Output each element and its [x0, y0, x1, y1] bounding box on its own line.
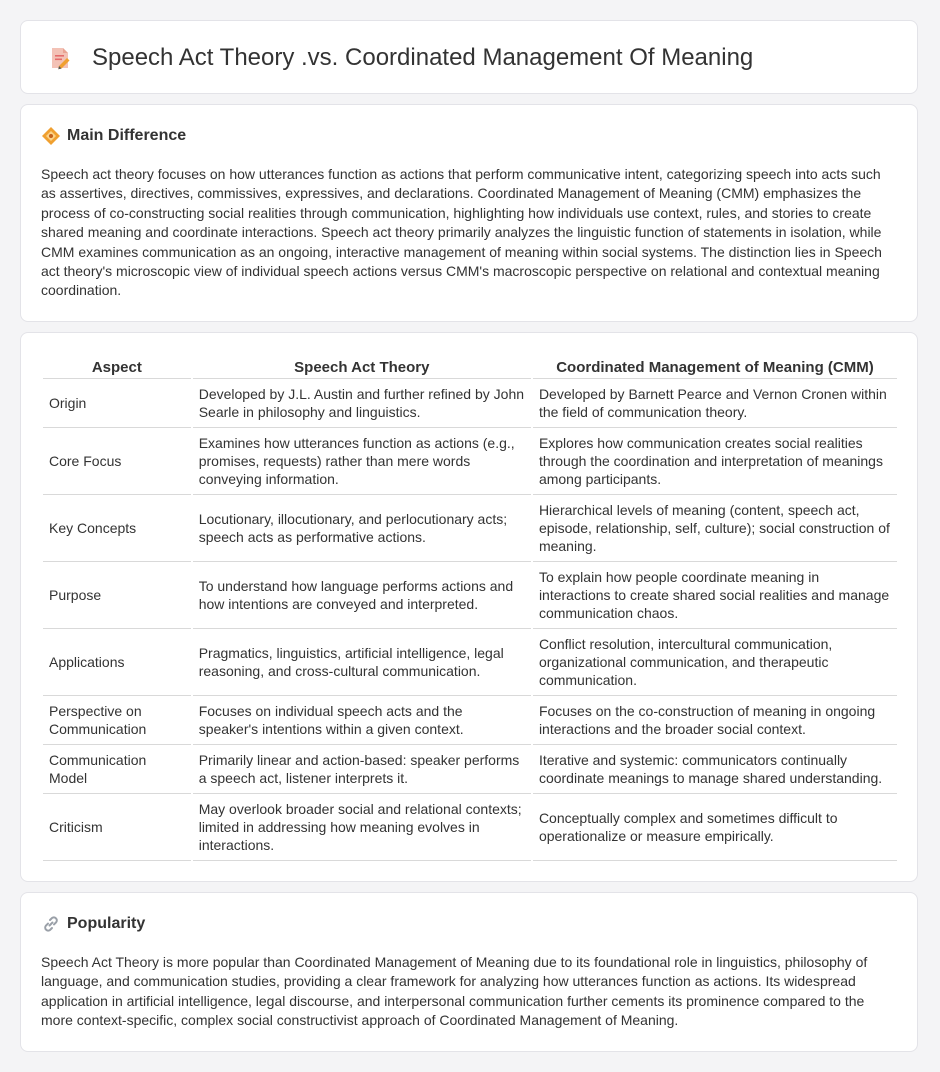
comparison-section	[20, 332, 918, 882]
cmm-cell: Developed by Barnett Pearce and Vernon Cronen within the field of communication theory.	[533, 379, 897, 428]
table-row	[43, 629, 897, 696]
table-row	[43, 696, 897, 745]
main-difference-section	[20, 104, 918, 322]
aspect-cell: Key Concepts	[43, 495, 191, 562]
table-row	[43, 745, 897, 794]
document-edit-icon	[47, 45, 73, 71]
comparison-table	[41, 352, 899, 861]
aspect-cell: Applications	[43, 629, 191, 696]
speech-act-cell: To understand how language performs actions and how intentions are conveyed and interpreted.	[193, 562, 531, 629]
table-row	[43, 794, 897, 861]
header-speech-act-theory: Speech Act Theory	[193, 352, 531, 379]
popularity-text: Speech Act Theory is more popular than Coordinated Management of Meaning due to its foundational role in linguistics, philosophy of language, and communication studies, providing a clear framework for analyzing how utterances function as actions. Its widespread application in artificial intelligence, legal discourse, and interpersonal communication further cements its prominence compared to the more context-specific, complex social constructivist approach of Coordinated Management of Meaning.	[41, 954, 868, 1029]
cmm-cell: Explores how communication creates social realities through the coordination and interpretation of meanings among participants.	[533, 428, 897, 495]
link-icon	[41, 914, 61, 934]
cmm-cell: To explain how people coordinate meaning in interactions to create shared social realities and manage communication chaos.	[533, 562, 897, 629]
cmm-cell: Focuses on the co-construction of meaning in ongoing interactions and the broader social context.	[533, 696, 897, 745]
page-title: Speech Act Theory .vs. Coordinated Management Of Meaning	[92, 44, 754, 71]
diamond-icon	[41, 126, 61, 146]
header-aspect: Aspect	[43, 352, 191, 379]
cmm-cell: Hierarchical levels of meaning (content, speech act, episode, relationship, self, culture); social construction of meaning.	[533, 495, 897, 562]
main-difference-heading	[41, 126, 186, 146]
main-difference-text: Speech act theory focuses on how utterances function as actions that perform communicative intent, categorizing speech into acts such as assertives, directives, commissives, expressives, and declarations. Coordinated Management of Meaning (CMM) emphasizes the process of co-constructing social realities through communication, highlighting how individuals use context, rules, and stories to create shared meaning and coordinate interactions. Speech act theory primarily analyzes the linguistic function of statements in isolation, while CMM examines communication as an ongoing, interactive management of meaning within social systems. The distinction lies in Speech act theory's microscopic view of individual speech actions versus CMM's macroscopic perspective on relational and contextual meaning coordination.	[41, 166, 882, 299]
aspect-cell: Core Focus	[43, 428, 191, 495]
table-header-row	[43, 352, 897, 379]
cmm-cell: Conceptually complex and sometimes difficult to operationalize or measure empirically.	[533, 794, 897, 861]
header-cmm: Coordinated Management of Meaning (CMM)	[533, 352, 897, 379]
speech-act-cell: Pragmatics, linguistics, artificial intelligence, legal reasoning, and cross-cultural communication.	[193, 629, 531, 696]
aspect-cell: Criticism	[43, 794, 191, 861]
speech-act-cell: Examines how utterances function as actions (e.g., promises, requests) rather than mere words conveying information.	[193, 428, 531, 495]
popularity-section	[20, 892, 918, 1052]
aspect-cell: Origin	[43, 379, 191, 428]
speech-act-cell: Focuses on individual speech acts and the speaker's intentions within a given context.	[193, 696, 531, 745]
table-row	[43, 562, 897, 629]
main-difference-title: Main Difference	[67, 127, 187, 144]
speech-act-cell: May overlook broader social and relational contexts; limited in addressing how meaning evolves in interactions.	[193, 794, 531, 861]
aspect-cell: Perspective on Communication	[43, 696, 191, 745]
aspect-cell: Purpose	[43, 562, 191, 629]
header-card	[20, 20, 918, 94]
speech-act-cell: Developed by J.L. Austin and further refined by John Searle in philosophy and linguistics.	[193, 379, 531, 428]
table-row	[43, 495, 897, 562]
popularity-heading	[41, 914, 145, 934]
cmm-cell: Conflict resolution, intercultural communication, organizational communication, and therapeutic communication.	[533, 629, 897, 696]
cmm-cell: Iterative and systemic: communicators continually coordinate meanings to manage shared understanding.	[533, 745, 897, 794]
popularity-title: Popularity	[67, 915, 146, 932]
aspect-cell: Communication Model	[43, 745, 191, 794]
table-row	[43, 428, 897, 495]
table-row	[43, 379, 897, 428]
speech-act-cell: Primarily linear and action-based: speaker performs a speech act, listener interprets it.	[193, 745, 531, 794]
speech-act-cell: Locutionary, illocutionary, and perlocutionary acts; speech acts as performative actions.	[193, 495, 531, 562]
